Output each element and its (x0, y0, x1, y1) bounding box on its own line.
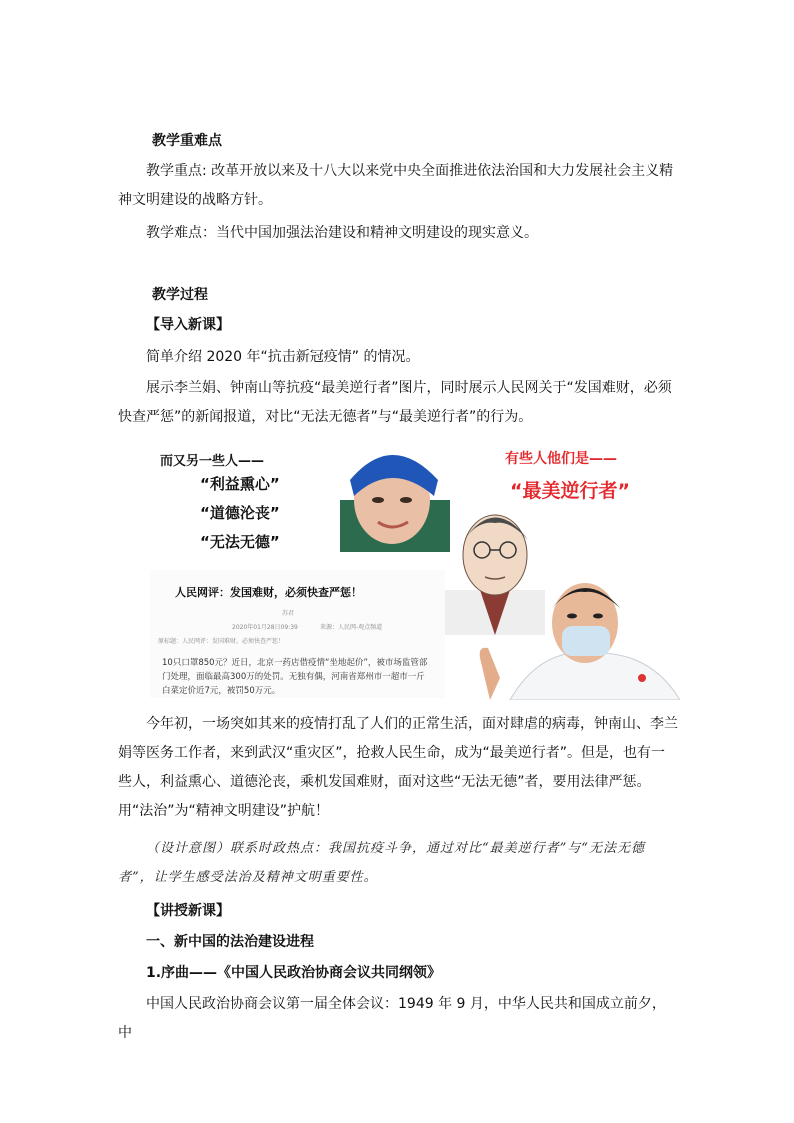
lecture-heading: 【讲授新课】 (146, 903, 230, 919)
phrase-moral-decay: “道德沦丧” (200, 504, 280, 522)
news-original-title: 原标题：人民网评：发国难财，必须快查严惩！ (158, 638, 285, 645)
right-caption: 有些人他们是—— (505, 451, 617, 467)
section-1-1-heading: 1.序曲——《中国人民政治协商会议共同纲领》 (146, 965, 442, 981)
process-heading: 教学过程 (152, 287, 208, 303)
last-paragraph: 中国人民政治协商会议第一届全体会议：1949 年 9 月，中华人民共和国成立前夕，中 (118, 996, 666, 1041)
intro-paragraph-1: 简单介绍 2020 年“抗击新冠疫情” 的情况。 (146, 349, 420, 365)
section-1-heading: 一、新中国的法治建设进程 (146, 934, 314, 950)
news-title: 人民网评：发国难财，必须快查严惩！ (175, 586, 362, 599)
news-clipping (150, 570, 445, 698)
key-point-paragraph: 教学重点: 改革开放以来及十八大以来党中央全面推进依法治国和大力发展社会主义精神文明建设的战略方针。 (118, 163, 674, 208)
news-date: 2020年01月28日09:39 (232, 624, 298, 631)
difficult-point-paragraph: 教学难点：当代中国加强法治建设和精神文明建设的现实意义。 (146, 225, 538, 241)
intro-heading: 【导入新课】 (146, 317, 230, 333)
phrase-greed: “利益熏心” (200, 475, 280, 493)
body-paragraph: 今年初，一场突如其来的疫情打乱了人们的正常生活，面对肆虐的病毒，钟南山、李兰娟等医务工作者，来到武汉“重灾区”，抢救人民生命，成为“最美逆行者”。但是，也有一些人，利益熏心、道德沦丧，乘机发国难财，面对这些“无法无德”者，要用法律严惩。用“法治”为“精神文明建设”护航！ (118, 716, 678, 819)
right-phrase: “最美逆行者” (510, 480, 630, 502)
left-caption: 而又另一些人—— (160, 454, 265, 469)
difficulty-heading: 教学重难点 (152, 133, 222, 149)
phrase-lawless: “无法无德” (200, 533, 280, 551)
news-author: 苏君 (282, 610, 295, 617)
doctor-portrait-3 (450, 568, 680, 700)
news-figure (150, 440, 680, 700)
intro-paragraph-2: 展示李兰娟、钟南山等抗疫“最美逆行者”图片，同时展示人民网关于“发国难财，必须快查严惩”的新闻报道，对比“无法无德者”与“最美逆行者”的行为。 (118, 380, 672, 425)
news-source: 来源：人民网-观点频道 (320, 624, 383, 631)
design-intent-paragraph: （设计意图）联系时政热点：我国抗疫斗争，通过对比“最美逆行者”与“无法无德者”，让学生感受法治及精神文明重要性。 (118, 841, 645, 885)
news-body: 10只口罩850元？近日，北京一药店借疫情“坐地起价”，被市场监管部门处理，面临最高300万的处罚。无独有偶，河南省郑州市一超市一斤白菜定价近7元，被罚50万元。 (162, 658, 428, 696)
